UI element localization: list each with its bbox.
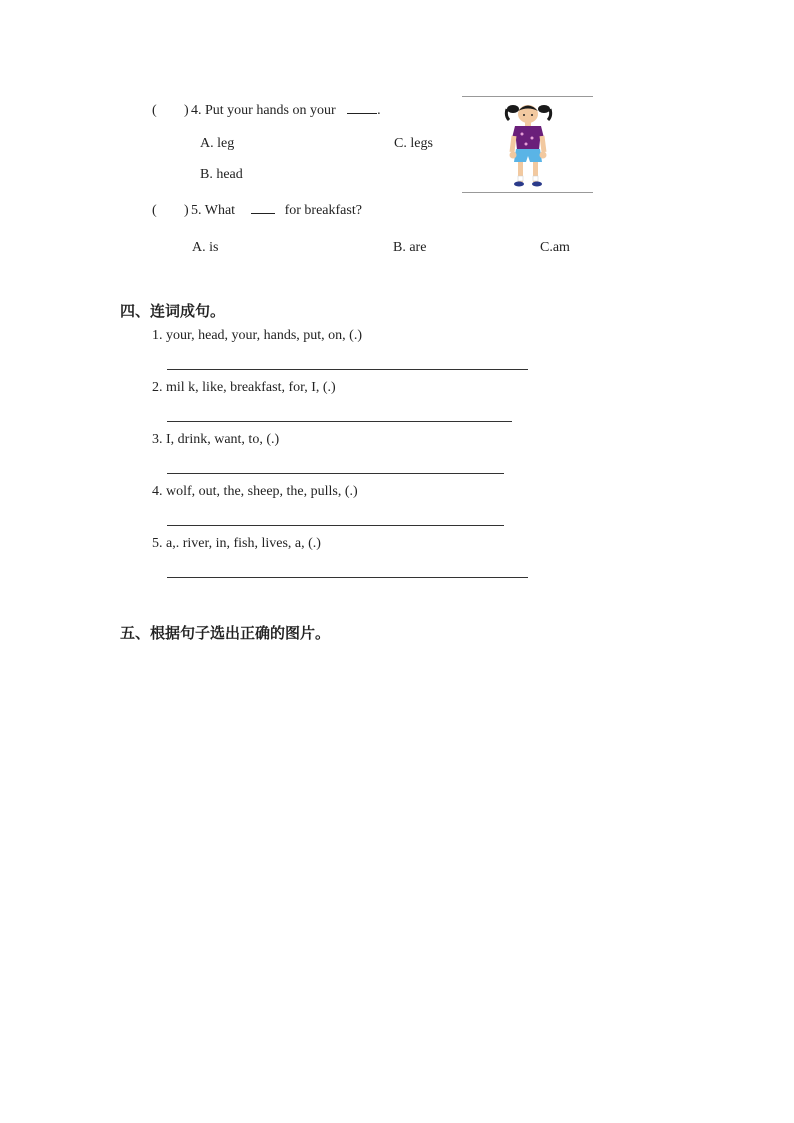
option-5a: A. is	[192, 240, 219, 255]
option-4b: B. head	[200, 167, 243, 182]
section-5-heading: 五、根据句子选出正确的图片。	[120, 624, 331, 642]
answer-paren-open: (	[152, 103, 157, 118]
question-4-blank	[347, 113, 377, 114]
list-item: 2. mil k, like, breakfast, for, I, (.)	[152, 380, 336, 395]
option-4a: A. leg	[200, 136, 235, 151]
question-5-tail: for breakfast?	[284, 203, 362, 218]
question-5-stem	[191, 203, 362, 219]
section-4-heading: 四、连词成句。	[120, 302, 226, 320]
picture-bottom-rule	[462, 192, 593, 193]
list-item: 5. a,. river, in, fish, lives, a, (.)	[152, 536, 321, 551]
answer-line[interactable]	[167, 577, 528, 578]
question-4-text: 4. Put your hands on your	[191, 103, 336, 118]
list-item: 1. your, head, your, hands, put, on, (.)	[152, 328, 363, 343]
option-4c: C. legs	[394, 136, 433, 151]
answer-paren-close: )	[184, 203, 189, 218]
question-4-period: .	[377, 103, 381, 118]
list-item: 4. wolf, out, the, sheep, the, pulls, (.)	[152, 484, 358, 499]
list-item: 3. I, drink, want, to, (.)	[152, 432, 280, 447]
option-5b: B. are	[393, 240, 427, 255]
girl-illustration	[462, 96, 593, 193]
answer-line[interactable]	[167, 525, 504, 526]
question-5-text: 5. What	[191, 203, 236, 218]
answer-paren-close: )	[184, 103, 189, 118]
answer-paren-open: (	[152, 203, 157, 218]
question-4-stem	[191, 103, 381, 119]
answer-line[interactable]	[167, 473, 504, 474]
answer-line[interactable]	[167, 369, 528, 370]
picture-top-rule	[462, 96, 593, 97]
question-5-blank	[251, 213, 275, 214]
girl-icon	[462, 96, 593, 193]
answer-line[interactable]	[167, 421, 512, 422]
option-5c: C.am	[540, 240, 570, 255]
